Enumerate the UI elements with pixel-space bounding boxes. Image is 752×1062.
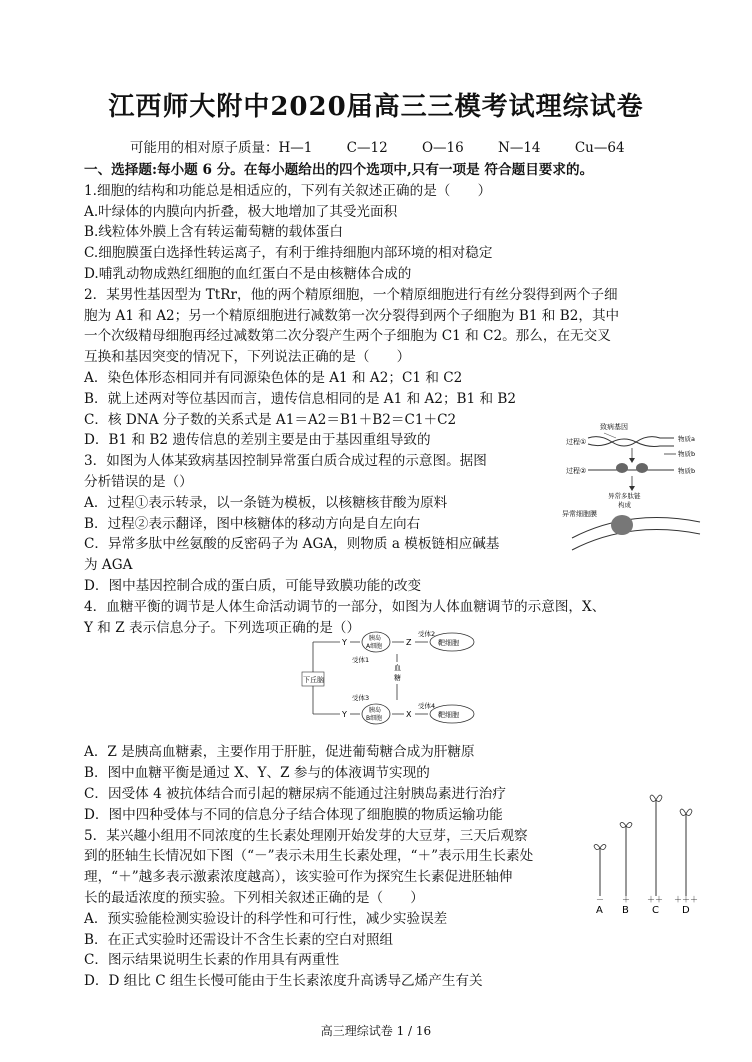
q1-option-d: D.哺乳动物成熟红细胞的血红蛋白不是由核糖体合成的 [84,265,412,282]
fig3-ribosome-2 [636,463,648,473]
fig3-dna-strand-1 [588,437,674,446]
fig4-z-label: Z [406,638,412,647]
atomic-mass-h: 可能用的相对原子质量：H—1 [130,140,313,156]
sprout-d-mark: ＋＋＋ [674,895,698,904]
q4-option-a: A．Z 是胰高血糖素，主要作用于肝脏，促进葡萄糖合成为肝糖原 [84,744,475,761]
sprout-c-mark: ＋＋ [647,895,663,904]
section-heading: 一、选择题:每小题 6 分。在每小题给出的四个选项中,只有一项是 符合题目要求的。 [84,162,594,178]
q5-option-a: A．预实验能检测实验设计的科学性和可行性，减少实验误差 [84,910,448,927]
q5-stem-3: 理，“＋”越多表示激素浓度越高），该实验可作为探究生长素促进胚轴伸 [84,869,513,886]
sprout-c [650,795,662,896]
fig4-receptor-3: 受体3 [352,694,370,702]
q3-option-c-2: 为 AGA [84,557,133,574]
fig4-y-label-2: Y [342,710,347,719]
sprout-c-label: C [652,905,659,916]
q5-option-b: B．在正式实验时还需设计不含生长素的空白对照组 [84,931,394,948]
q3-stem-2: 分析错误的是（） [84,473,193,490]
q4-option-c: C．因受体 4 被抗体结合而引起的糖尿病不能通过注射胰岛素进行治疗 [84,785,506,802]
fig3-constitutes: 构成 [618,501,631,509]
q2-option-b: B．就上述两对等位基因而言，遗传信息相同的是 A1 和 A2；B1 和 B2 [84,390,517,407]
fig3-material-b2: 物质b [678,467,696,475]
fig4-x-label: X [406,710,412,719]
q5-stem-1: 5．某兴趣小组用不同浓度的生长素处理刚开始发芽的大豆芽，三天后观察 [84,827,528,844]
q5-option-d: D．D 组比 C 组生长慢可能由于生长素浓度升高诱导乙烯产生有关 [84,973,483,990]
sprout-b-label: B [622,905,629,916]
fig3-process2-label: 过程② [566,467,587,475]
sprout-d [680,809,692,896]
fig3-process1-label: 过程① [566,438,587,446]
q2-stem-2: 胞为 A1 和 A2；另一个精原细胞进行减数第一次分裂得到两个子细胞为 B1 和 B2，其中 [84,307,620,324]
atomic-mass-cu: Cu—64 [574,140,625,156]
sprout-a-mark: － [596,895,604,904]
q2-stem-3: 一个次级精母细胞再经过减数第二次分裂产生两个子细胞为 C1 和 C2。那么，在无交叉 [84,328,611,345]
fig3-membrane-bottom [572,530,700,550]
fig4-receptor-1: 受体1 [352,656,370,664]
fig4-y-label: Y [342,638,347,647]
fig4-glucose-1: 血 [394,664,401,672]
fig3-material-b: 物质b [678,450,696,458]
q2-option-d: D．B1 和 B2 遗传信息的差别主要是由于基因重组导致的 [84,432,431,449]
q3-gene-expression-figure [560,420,710,556]
fig3-abnormal-peptide: 异常多肽链 [608,492,641,500]
atomic-mass-c: C—12 [346,140,388,156]
atomic-masses [130,136,655,156]
fig4-receptor-2: 受体2 [418,630,436,638]
sprout-d-label: D [682,905,690,916]
fig4-glucose-2: 糖 [394,674,401,682]
q1-option-b: B.线粒体外膜上含有转运葡萄糖的载体蛋白 [84,224,343,241]
q4-glucose-regulation-figure [300,628,500,728]
atomic-mass-n: N—14 [498,140,541,156]
sprout-b-mark: ＋ [622,895,630,904]
q3-option-d: D．图中基因控制合成的蛋白质，可能导致膜功能的改变 [84,577,422,594]
fig3-ribosome-1 [616,463,628,473]
fig3-material-a: 物质a [678,435,695,443]
page-title: 江西师大附中2020届高三三模考试理综试卷 [108,92,644,122]
atomic-mass-o: O—16 [421,140,464,156]
q2-stem-4: 互换和基因突变的情况下，下列说法正确的是（ ） [84,349,411,366]
q4-option-b: B．图中血糖平衡是通过 X、Y、Z 参与的体液调节实现的 [84,765,430,782]
fig4-hypothalamus: 下丘脑 [303,676,324,684]
q5-stem-4: 长的最适浓度的预实验。下列相关叙述正确的是（ ） [84,889,424,906]
fig4-beta-2: B细胞 [366,715,383,722]
fig4-alpha-1: 胰岛 [369,635,382,642]
fig4-receptor-4: 受体4 [418,702,436,710]
fig3-membrane-label: 异常细胞膜 [562,510,597,518]
q3-option-a: A．过程①表示转录，以一条链为模板，以核糖核苷酸为原料 [84,494,448,511]
fig3-arrowhead-2 [629,486,635,491]
q3-option-c-1: C．异常多肽中丝氨酸的反密码子为 AGA，则物质 a 模板链相应碱基 [84,536,500,553]
q5-sprout-figure [584,786,704,916]
fig3-dna-strand-2 [588,439,674,447]
q3-option-b: B．过程②表示翻译，图中核糖体的移动方向是自左向右 [84,515,421,532]
q2-option-a: A．染色体形态相同并有同源染色体的是 A1 和 A2；C1 和 C2 [84,369,463,386]
q1-stem: 1.细胞的结构和功能总是相适应的，下列有关叙述正确的是（ ） [84,182,492,199]
q5-option-c: C．图示结果说明生长素的作用具有两重性 [84,952,340,969]
q4-stem-2: Y 和 Z 表示信息分子。下列选项正确的是（） [84,619,361,636]
q5-stem-2: 到的胚轴生长情况如下图（“－”表示未用生长素处理，“＋”表示用生长素处 [84,848,534,865]
q1-option-a: A.叶绿体的内膜向内折叠，极大地增加了其受光面积 [84,203,398,220]
fig3-membrane-top [572,518,700,538]
q1-option-c: C.细胞膜蛋白选择性转运离子，有利于维持细胞内部环境的相对稳定 [84,245,493,262]
q4-stem-1: 4．血糖平衡的调节是人体生命活动调节的一部分，如图为人体血糖调节的示意图，X、 [84,598,606,615]
q2-option-c: C．核 DNA 分子数的关系式是 A1＝A2＝B1＋B2＝C1＋C2 [84,411,457,428]
fig4-beta-1: 胰岛 [369,707,382,714]
fig3-membrane-protein [611,515,633,535]
page-footer: 高三理综试卷 1 / 16 [320,1024,432,1038]
fig4-target-1: 靶细胞 [438,639,459,647]
sprout-a [594,844,606,896]
fig4-alpha-2: A细胞 [366,643,383,650]
fig4-target-2: 靶细胞 [438,711,459,719]
q4-option-d: D．图中四种受体与不同的信息分子结合体现了细胞膜的物质运输功能 [84,806,503,823]
q3-stem-1: 3．如图为人体某致病基因控制异常蛋白质合成过程的示意图。据图 [84,453,487,470]
fig3-arrowhead-1 [629,458,635,463]
fig3-gene-pointer [604,433,616,438]
sprout-b [620,822,632,896]
fig3-gene-label: 致病基因 [600,423,628,431]
q2-stem-1: 2．某男性基因型为 TtRr，他的两个精原细胞，一个精原细胞进行有丝分裂得到两个子细 [84,286,618,303]
sprout-a-label: A [596,905,603,916]
